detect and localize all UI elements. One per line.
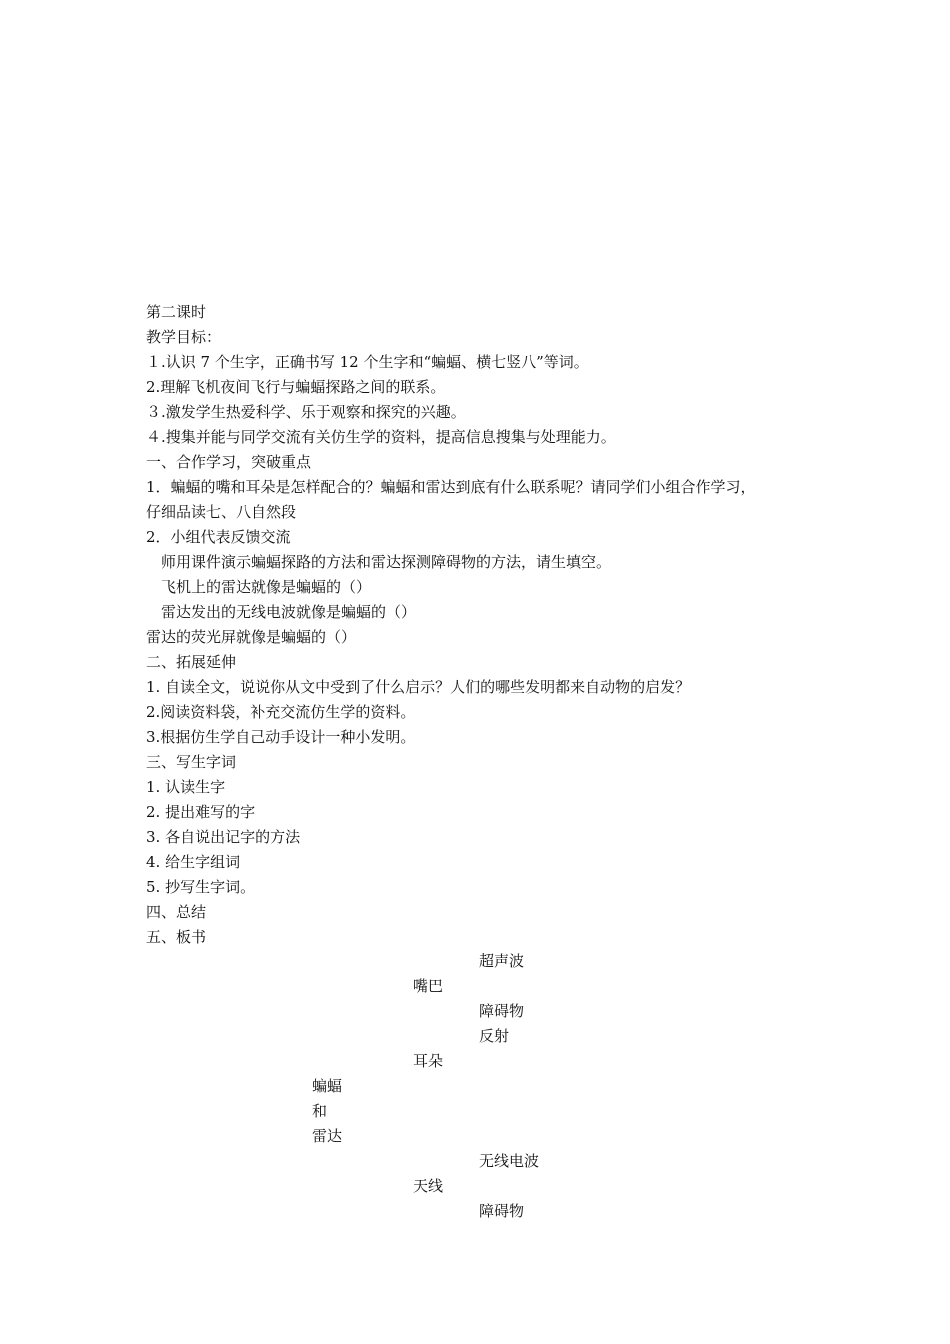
section1-item2: 2．小组代表反馈交流 [146,528,291,546]
objective-item: １.认识 7 个生字，正确书写 12 个生字和“蝙蝠、横七竖八”等词。 [146,353,589,371]
board-ear: 耳朵 [413,1052,444,1070]
fill-blank: 雷达发出的无线电波就像是蝙蝠的（） [161,603,417,621]
section1-item1-line2: 仔细品读七、八自然段 [146,503,297,521]
board-radio-wave: 无线电波 [479,1152,540,1170]
section3-item: 2. 提出难写的字 [146,803,256,821]
board-bat: 蝙蝠 [312,1077,343,1095]
objective-item: ４.搜集并能与同学交流有关仿生学的资料，提高信息搜集与处理能力。 [146,428,616,446]
section2-item: 3.根据仿生学自己动手设计一种小发明。 [146,728,416,746]
board-mouth: 嘴巴 [413,977,444,995]
objective-item: 2.理解飞机夜间飞行与蝙蝠探路之间的联系。 [146,378,446,396]
section2-item: 2.阅读资料袋，补充交流仿生学的资料。 [146,703,416,721]
board-radar: 雷达 [312,1127,343,1145]
objective-item: ３.激发学生热爱科学、乐于观察和探究的兴趣。 [146,403,466,421]
section1-item1-line1: 1．蝙蝠的嘴和耳朵是怎样配合的？蝙蝠和雷达到底有什么联系呢？请同学们小组合作学习， [146,478,756,496]
board-antenna: 天线 [413,1177,444,1195]
section3-item: 1. 认读生字 [146,778,226,796]
section-heading: 三、写生字词 [146,753,237,771]
section3-item: 4. 给生字组词 [146,853,241,871]
section-heading: 一、合作学习，突破重点 [146,453,312,471]
fill-blank: 雷达的荧光屏就像是蝙蝠的（） [146,628,357,646]
section-heading: 四、总结 [146,903,207,921]
section-heading: 五、板书 [146,928,207,946]
section3-item: 5. 抄写生字词。 [146,878,256,896]
section2-item: 1. 自读全文，说说你从文中受到了什么启示？人们的哪些发明都来自动物的启发？ [146,678,691,696]
section3-item: 3. 各自说出记字的方法 [146,828,301,846]
lesson-title: 第二课时 [146,303,207,321]
fill-blank: 飞机上的雷达就像是蝙蝠的（） [161,578,372,596]
board-obstacle: 障碍物 [479,1202,525,1220]
section-heading: 二、拓展延伸 [146,653,237,671]
section1-demo: 师用课件演示蝙蝠探路的方法和雷达探测障碍物的方法，请生填空。 [161,553,612,571]
board-obstacle: 障碍物 [479,1002,525,1020]
board-reflect: 反射 [479,1027,510,1045]
objectives-heading: 教学目标： [146,328,222,346]
board-ultrasound: 超声波 [479,952,525,970]
board-and: 和 [312,1102,328,1120]
